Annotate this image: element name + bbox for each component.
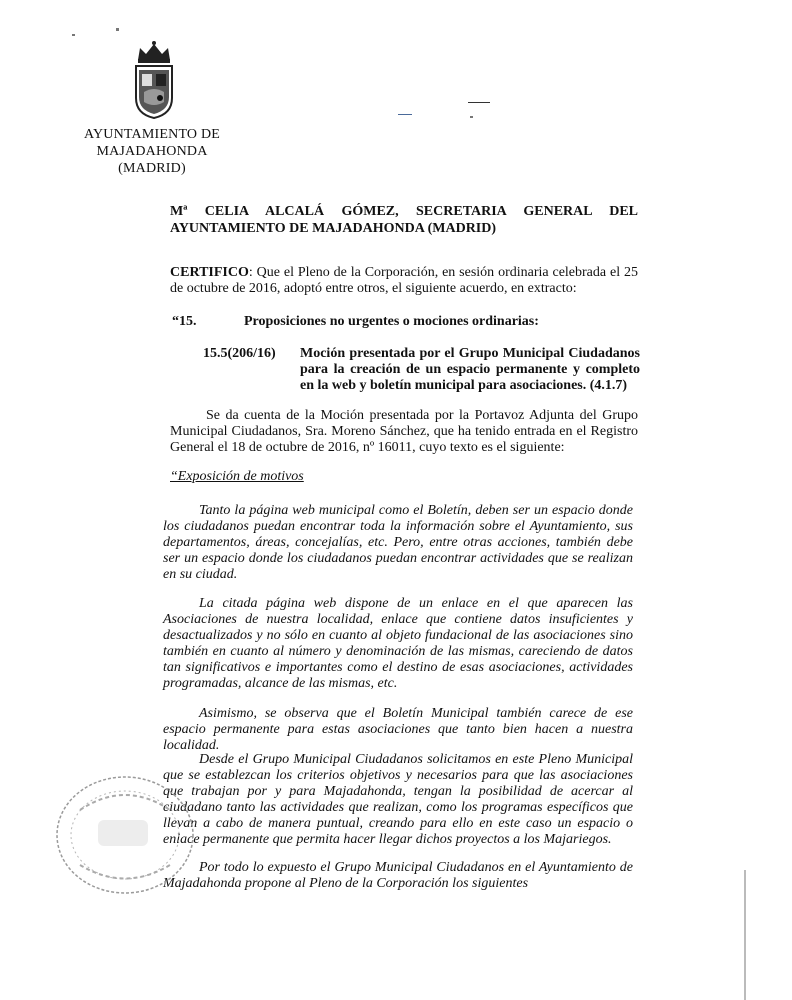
scan-speck — [398, 114, 412, 115]
motion-paragraph: Por todo lo expuesto el Grupo Municipal Ciudadanos en el Ayuntamiento de Majadahonda propone al Pleno de la Corporación los siguientes — [163, 860, 633, 891]
coat-of-arms-icon — [130, 40, 178, 120]
scan-edge-line — [744, 870, 746, 1000]
scan-speck — [72, 34, 75, 36]
motion-paragraph: La citada página web dispone de un enlace en el que aparecen las Asociaciones de nuestra localidad, enlace que contiene datos insuficientes y desactualizados y no sólo en cuanto al objeto fundacional de las asociaciones sino también en cuanto al número y denominación de las mismas, careciendo de datos tan significativos e importantes como el destino de esas asociaciones, actividades programadas, alcance de las mismas, etc. — [163, 596, 633, 691]
motion-paragraph: Desde el Grupo Municipal Ciudadanos solicitamos en este Pleno Municipal que se establezcan los criterios objetivos y necesarios para que las asociaciones que trabajan por y para Majadahonda, tengan la posibilidad de acercar al ciudadano tanto las actividades que realizan, como los programas específicos que llevan a cabo de manera puntual, creando para ello en este caso un espacio o enlace permanente que permita hacer llegar dichos proyectos a los Majariegos. — [163, 752, 633, 847]
certifico-text: : Que el Pleno de la Corporación, en sesión ordinaria celebrada el 25 de octubre de 2016, adoptó entre otros, el siguiente acuerdo, en extracto: — [170, 265, 638, 296]
exposicion-heading: “Exposición de motivos — [170, 469, 304, 484]
motion-paragraph: Tanto la página web municipal como el Boletín, deben ser un espacio donde los ciudadanos puedan encontrar toda la información sobre el Ayuntamiento, sus departamentos, áreas, concejalías, etc. Pero, entre otras acciones, también debe ser un espacio donde los ciudadanos puedan encontrar actividades que se realizan en su ciudad. — [163, 503, 633, 582]
motion-paragraph: Asimismo, se observa que el Boletín Municipal también carece de ese espacio permanente para estas asociaciones que tanto bien hacen a nuestra localidad. — [163, 706, 633, 753]
org-line: MAJADAHONDA — [96, 144, 208, 159]
signer-heading — [170, 203, 638, 237]
registry-stamp-icon — [50, 770, 200, 900]
subsection-number: 15.5(206/16) — [203, 346, 276, 361]
certifico-label: CERTIFICO — [170, 265, 249, 280]
certifico-paragraph — [170, 265, 638, 297]
scan-speck — [470, 116, 473, 118]
section-title: Proposiciones no urgentes o mociones ordinarias: — [244, 314, 539, 329]
signer-line: AYUNTAMIENTO DE MAJADAHONDA (MADRID) — [170, 221, 497, 236]
subsection-title: Moción presentada por el Grupo Municipal Ciudadanos para la creación de un espacio permanente y completo en la web y boletín municipal para asociaciones. (4.1.7) — [300, 346, 640, 393]
section-number: “15. — [172, 314, 197, 329]
org-line: AYUNTAMIENTO DE — [83, 127, 221, 142]
signer-line: Mª CELIA ALCALÁ GÓMEZ, SECRETARIA GENERAL DEL — [170, 204, 638, 219]
intro-paragraph: Se da cuenta de la Moción presentada por la Portavoz Adjunta del Grupo Municipal Ciudadanos, Sra. Moreno Sánchez, que ha tenido entrada en el Registro General el 18 de octubre de 2016, nº 16011, cuyo texto es el siguiente: — [170, 408, 638, 455]
scan-speck — [116, 28, 119, 31]
org-line: (MADRID) — [118, 161, 186, 176]
scan-speck — [468, 102, 490, 103]
organization-name — [62, 126, 242, 177]
